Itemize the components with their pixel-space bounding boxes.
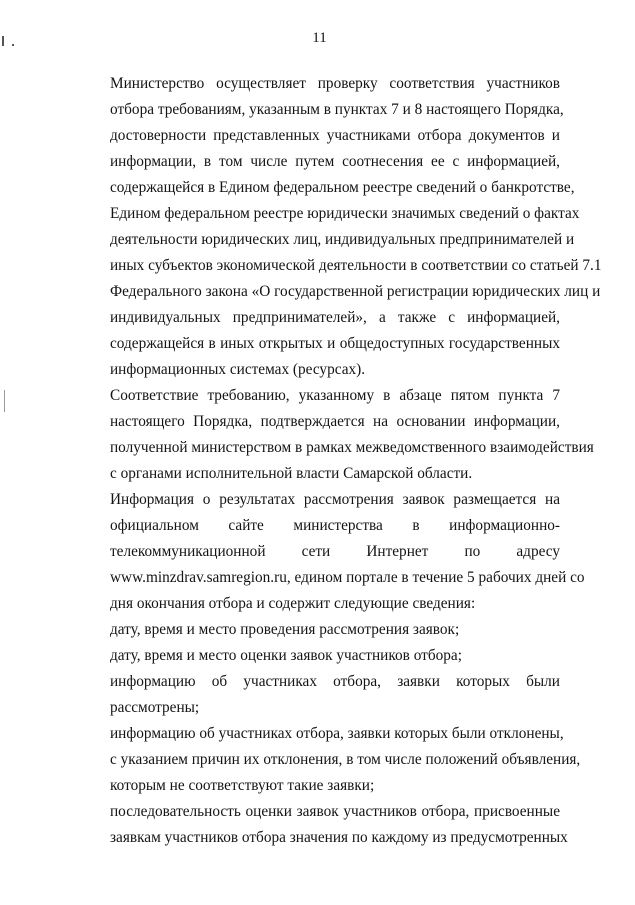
- text-line: отбора требованиям, указанным в пунктах 7 и 8 настоящего Порядка,: [110, 101, 564, 118]
- list-item-evaluation-date: [74, 643, 560, 669]
- text-line: Информация о результатах рассмотрения заявок размещается на: [110, 491, 560, 508]
- text-line: которым не соответствуют такие заявки;: [110, 777, 375, 794]
- text-line: полученной министерством в рамках межведомственного взаимодействия: [110, 439, 594, 456]
- text-line: содержащейся в иных открытых и общедоступных государственных: [110, 335, 560, 352]
- text-line: дня окончания отбора и содержит следующие сведения:: [110, 595, 476, 612]
- text-line: Федерального закона «О государственной регистрации юридических лиц и: [110, 283, 601, 300]
- text-line: содержащейся в Едином федеральном реестре сведений о банкротстве,: [110, 179, 575, 196]
- list-item-evaluation-sequence: [74, 799, 568, 851]
- text-line: информационных системах (ресурсах).: [110, 361, 366, 378]
- text-line: дату, время и место проведения рассмотрения заявок;: [110, 621, 460, 638]
- paragraph-compliance: [74, 383, 594, 487]
- text-line: Соответствие требованию, указанному в абзаце пятом пункта 7: [110, 387, 560, 404]
- text-line: с органами исполнительной власти Самарской области.: [110, 465, 473, 482]
- scan-mark: [4, 390, 5, 412]
- text-line: настоящего Порядка, подтверждается на основании информации,: [110, 413, 560, 430]
- text-line: последовательность оценки заявок участников отбора, присвоенные: [110, 803, 560, 820]
- text-line: рассмотрены;: [110, 699, 200, 716]
- text-line: Едином федеральном реестре юридически значимых сведений о фактах: [110, 205, 580, 222]
- text-line: достоверности представленных участниками отбора документов и: [110, 127, 560, 144]
- text-line: с указанием причин их отклонения, в том числе положений объявления,: [110, 751, 581, 768]
- text-line: деятельности юридических лиц, индивидуальных предпринимателей и: [110, 231, 575, 248]
- paragraph-publication: [74, 487, 585, 617]
- text-line: Министерство осуществляет проверку соответствия участников: [110, 75, 560, 92]
- list-item-rejected-participants: [74, 721, 581, 799]
- scan-mark: [2, 36, 4, 46]
- text-line: заявкам участников отбора значения по каждому из предусмотренных: [110, 829, 568, 846]
- text-line: индивидуальных предпринимателей», а также с информацией,: [110, 309, 560, 326]
- page-number: 11: [312, 30, 327, 46]
- paragraph-verification: [74, 71, 602, 383]
- list-item-review-date: [74, 617, 560, 643]
- text-line: иных субъектов экономической деятельности в соответствии со статьей 7.1: [110, 257, 602, 274]
- text-line: информацию об участниках отбора, заявки которых были: [110, 673, 560, 690]
- document-body: [74, 71, 602, 851]
- text-line: информацию об участниках отбора, заявки которых были отклонены,: [110, 725, 564, 742]
- list-item-reviewed-participants: [74, 669, 560, 721]
- text-line: информации, в том числе путем соотнесения ее с информацией,: [110, 153, 560, 170]
- scan-mark: [12, 44, 14, 46]
- text-line: телекоммуникационной сети Интернет по адресу: [110, 543, 560, 560]
- text-line: www.minzdrav.samregion.ru, едином портале в течение 5 рабочих дней со: [110, 569, 585, 586]
- text-line: официальном сайте министерства в информационно-: [110, 517, 560, 534]
- text-line: дату, время и место оценки заявок участников отбора;: [110, 647, 462, 664]
